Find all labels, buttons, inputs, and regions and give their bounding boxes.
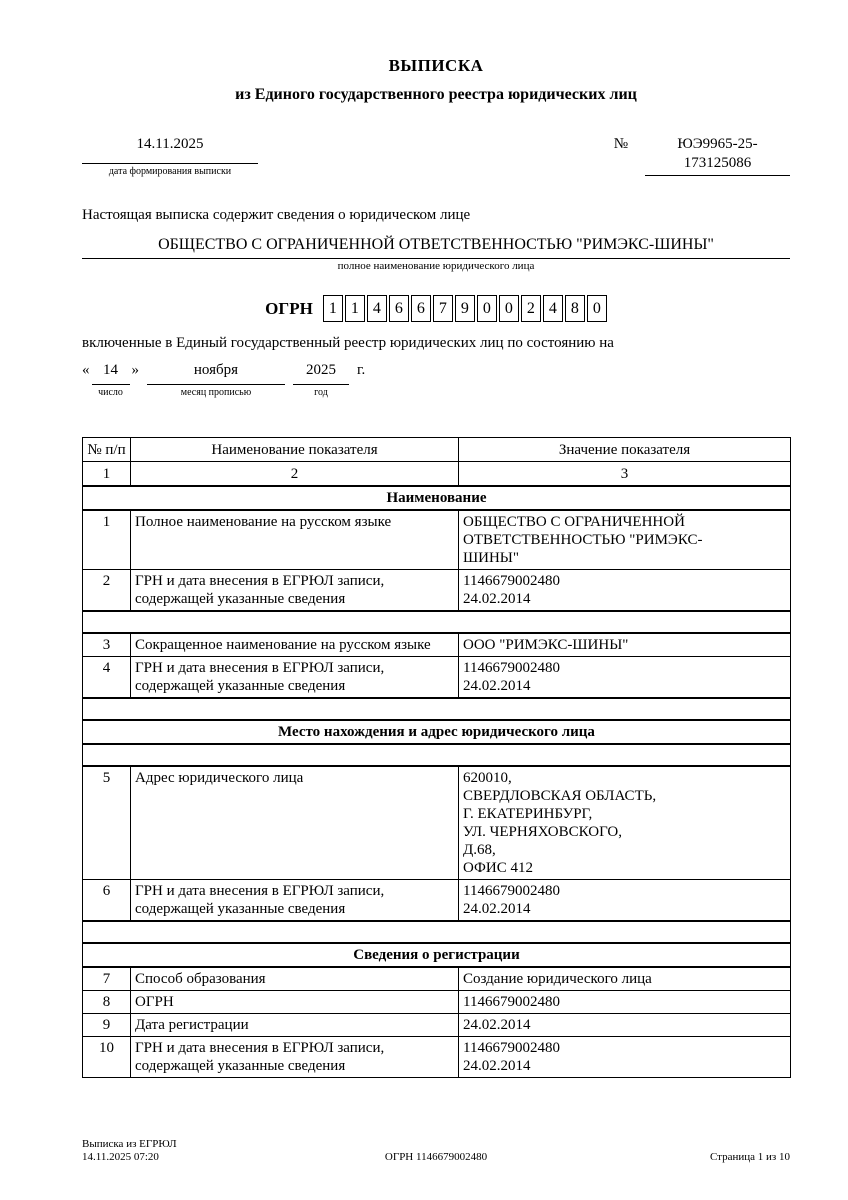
as-of-date-row	[82, 360, 790, 399]
year-value: 2025	[293, 360, 349, 385]
table-row	[83, 991, 791, 1014]
company-name: ОБЩЕСТВО С ОГРАНИЧЕННОЙ ОТВЕТСТВЕННОСТЬЮ "РИМЭКС-ШИНЫ"	[82, 235, 790, 259]
indicator-value-line: 1146679002480	[463, 660, 560, 676]
row-number-cell: 6	[83, 880, 131, 922]
indicator-value-cell	[459, 1037, 791, 1078]
document-subtitle: из Единого государственного реестра юридических лиц	[235, 86, 637, 103]
indicator-value-cell	[459, 570, 791, 612]
table-section-row	[83, 720, 791, 744]
header-form-row	[82, 135, 790, 178]
spacer-cell	[83, 744, 791, 766]
indicator-value-cell	[459, 510, 791, 570]
indicator-value-cell	[459, 967, 791, 991]
col-header-num: № п/п	[83, 438, 131, 462]
section-label: Сведения о регистрации	[83, 943, 791, 967]
indicator-value-cell	[459, 991, 791, 1014]
table-row	[83, 880, 791, 922]
table-row	[83, 633, 791, 657]
indicator-value-line: 24.02.2014	[463, 678, 531, 694]
indicator-value-line: 1146679002480	[463, 994, 560, 1010]
ogrn-digit-box: 2	[521, 295, 541, 322]
table-row	[83, 657, 791, 699]
formation-date-field	[82, 135, 258, 178]
ogrn-digit-box: 1	[323, 295, 343, 322]
indicator-value-line: Д.68,	[463, 842, 496, 858]
spacer-cell	[83, 611, 791, 633]
indicator-value-cell	[459, 1014, 791, 1037]
ogrn-digit-box: 0	[499, 295, 519, 322]
ogrn-digit-box: 6	[389, 295, 409, 322]
col-header-value: Значение показателя	[459, 438, 791, 462]
register-table-head	[83, 438, 791, 487]
day-field	[92, 360, 130, 399]
table-row	[83, 570, 791, 612]
indicator-value-cell	[459, 633, 791, 657]
document-number-field	[645, 135, 790, 176]
indicator-value-line: ШИНЫ"	[463, 550, 520, 566]
ogrn-label: ОГРН	[265, 298, 313, 318]
month-field	[147, 360, 285, 399]
register-table-body	[83, 486, 791, 1078]
indicator-name-cell: ГРН и дата внесения в ЕГРЮЛ записи, содержащей указанные сведения	[131, 570, 459, 612]
table-row	[83, 1037, 791, 1078]
table-header-row	[83, 438, 791, 462]
ogrn-digit-box: 8	[565, 295, 585, 322]
footer-left	[82, 1138, 177, 1164]
indicator-value-cell	[459, 657, 791, 699]
formation-date-caption: дата формирования выписки	[108, 166, 232, 177]
table-section-row	[83, 486, 791, 510]
table-row	[83, 510, 791, 570]
footer-timestamp: 14.11.2025 07:20	[82, 1151, 159, 1163]
document-number-group	[614, 135, 790, 178]
indicator-value-line: 1146679002480	[463, 573, 560, 589]
month-caption: месяц прописью	[180, 387, 252, 398]
ogrn-row	[82, 295, 790, 322]
row-number-cell: 5	[83, 766, 131, 880]
row-number-cell: 1	[83, 510, 131, 570]
number-sign: №	[613, 136, 628, 152]
table-row	[83, 766, 791, 880]
footer-ogrn: ОГРН 1146679002480	[384, 1151, 488, 1163]
ogrn-boxes	[323, 295, 607, 322]
table-spacer-row	[83, 744, 791, 766]
colnum-2: 2	[131, 462, 459, 487]
lead-text: Настоящая выписка содержит сведения о юридическом лице	[82, 207, 471, 223]
table-row	[83, 967, 791, 991]
row-number-cell: 10	[83, 1037, 131, 1078]
table-row	[83, 1014, 791, 1037]
indicator-value-line: 1146679002480	[463, 883, 560, 899]
indicator-name-cell: Адрес юридического лица	[131, 766, 459, 880]
year-caption: год	[314, 387, 328, 398]
row-number-cell: 3	[83, 633, 131, 657]
row-number-cell: 8	[83, 991, 131, 1014]
indicator-value-line: 1146679002480	[463, 1040, 560, 1056]
table-spacer-row	[83, 921, 791, 943]
indicator-value-line: 24.02.2014	[463, 1058, 531, 1074]
quote-close: »	[131, 362, 139, 378]
col-header-name: Наименование показателя	[131, 438, 459, 462]
indicator-name-cell: ГРН и дата внесения в ЕГРЮЛ записи, содержащей указанные сведения	[131, 1037, 459, 1078]
indicator-name-cell: ГРН и дата внесения в ЕГРЮЛ записи, содержащей указанные сведения	[131, 657, 459, 699]
indicator-value-cell	[459, 880, 791, 922]
document-number-value	[645, 135, 790, 176]
indicator-value-line: 620010,	[463, 770, 512, 786]
formation-date-value: 14.11.2025	[82, 135, 258, 164]
row-number-cell: 7	[83, 967, 131, 991]
ogrn-digit-box: 4	[367, 295, 387, 322]
indicator-value-cell	[459, 766, 791, 880]
footer-doc-type: Выписка из ЕГРЮЛ	[82, 1138, 177, 1150]
indicator-value-line: ООО "РИМЭКС-ШИНЫ"	[463, 637, 629, 653]
ogrn-digit-box: 0	[587, 295, 607, 322]
indicator-value-line: 24.02.2014	[463, 591, 531, 607]
quote-open: «	[82, 362, 90, 378]
colnum-3: 3	[459, 462, 791, 487]
indicator-name-cell: Способ образования	[131, 967, 459, 991]
indicator-name-cell: Дата регистрации	[131, 1014, 459, 1037]
table-spacer-row	[83, 611, 791, 633]
page-footer	[82, 1138, 790, 1164]
row-number-cell: 2	[83, 570, 131, 612]
indicator-name-cell: Сокращенное наименование на русском языке	[131, 633, 459, 657]
register-table	[82, 437, 791, 1078]
row-number-cell: 4	[83, 657, 131, 699]
day-value: 14	[92, 360, 130, 385]
month-value: ноября	[147, 360, 285, 385]
year-field	[293, 360, 349, 399]
ogrn-digit-box: 9	[455, 295, 475, 322]
indicator-name-cell: ГРН и дата внесения в ЕГРЮЛ записи, содержащей указанные сведения	[131, 880, 459, 922]
colnum-1: 1	[83, 462, 131, 487]
document-title: ВЫПИСКА	[388, 56, 484, 75]
document-number-line1: ЮЭ9965-25-	[677, 136, 758, 152]
ogrn-digit-box: 4	[543, 295, 563, 322]
indicator-name-cell: ОГРН	[131, 991, 459, 1014]
indicator-value-line: ОТВЕТСТВЕННОСТЬЮ "РИМЭКС-	[463, 532, 703, 548]
spacer-cell	[83, 698, 791, 720]
table-colnum-row	[83, 462, 791, 487]
included-line: включенные в Единый государственный реестр юридических лиц по состоянию на	[82, 335, 614, 351]
section-label: Наименование	[83, 486, 791, 510]
indicator-name-cell: Полное наименование на русском языке	[131, 510, 459, 570]
ogrn-digit-box: 0	[477, 295, 497, 322]
section-label: Место нахождения и адрес юридического лица	[83, 720, 791, 744]
indicator-value-line: 24.02.2014	[463, 901, 531, 917]
day-caption: число	[98, 387, 123, 398]
document-number-line2: 173125086	[683, 155, 752, 171]
spacer-cell	[83, 921, 791, 943]
indicator-value-line: СВЕРДЛОВСКАЯ ОБЛАСТЬ,	[463, 788, 657, 804]
indicator-value-line: ОФИС 412	[463, 860, 533, 876]
ogrn-digit-box: 6	[411, 295, 431, 322]
indicator-value-line: ОБЩЕСТВО С ОГРАНИЧЕННОЙ	[463, 514, 685, 530]
company-name-caption: полное наименование юридического лица	[337, 260, 535, 272]
indicator-value-line: 24.02.2014	[463, 1017, 531, 1033]
row-number-cell: 9	[83, 1014, 131, 1037]
table-section-row	[83, 943, 791, 967]
year-suffix: г.	[357, 362, 366, 378]
indicator-value-line: УЛ. ЧЕРНЯХОВСКОГО,	[463, 824, 622, 840]
ogrn-digit-box: 7	[433, 295, 453, 322]
indicator-value-line: Г. ЕКАТЕРИНБУРГ,	[463, 806, 593, 822]
indicator-value-line: Создание юридического лица	[463, 971, 652, 987]
ogrn-digit-box: 1	[345, 295, 365, 322]
table-spacer-row	[83, 698, 791, 720]
footer-page-number: Страница 1 из 10	[709, 1151, 790, 1163]
